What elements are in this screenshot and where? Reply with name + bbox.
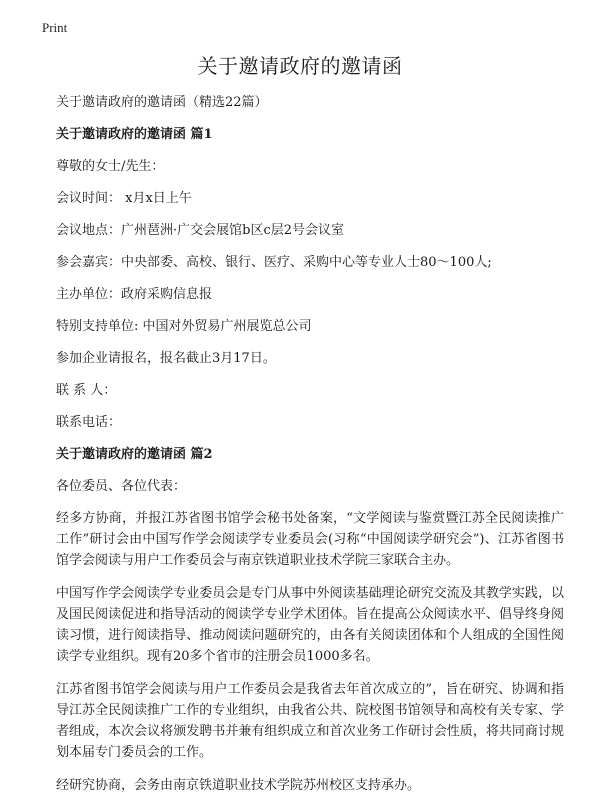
page-title: 关于邀请政府的邀请函 (197, 54, 403, 78)
host-organization: 主办单位：政府采购信息报 (56, 287, 213, 302)
contact-person: 联 系 人： (56, 383, 117, 398)
section-heading-1: 关于邀请政府的邀请函 篇1 (56, 127, 213, 142)
document-body (56, 92, 564, 808)
greeting-line: 尊敬的女士/先生： (56, 159, 165, 174)
meeting-time: 会议时间： x月x日上午 (56, 191, 192, 206)
special-supporter: 特别支持单位: 中国对外贸易广州展览总公司 (56, 319, 312, 334)
contact-phone: 联系电话： (56, 415, 122, 430)
section-heading-2: 关于邀请政府的邀请函 篇2 (56, 447, 213, 462)
paragraph: 经多方协商，并报江苏省图书馆学会秘书处备案，“文学阅读与鉴赏暨江苏全民阅读推广工作”研讨会由中国写作学会阅读学专业委员会(习称“中国阅读学研究会”)、江苏省图书馆学会阅读与用户工作委员会与南京铁道职业技术学院三家联合主办。 (56, 511, 564, 568)
document-subtitle: 关于邀请政府的邀请函（精选22篇） (56, 95, 268, 110)
paragraph: 中国写作学会阅读学专业委员会是专门从事中外阅读基础理论研究交流及其教学实践，以及国民阅读促进和指导活动的阅读学专业学术团体。旨在提高公众阅读水平、倡导终身阅读习惯，进行阅读指导、推动阅读问题研究的，由各有关阅读团体和个人组成的全国性阅读学专业组织。现有20多个省市的注册会员1000多名。 (56, 586, 564, 664)
registration-note: 参加企业请报名，报名截止3月17日。 (56, 351, 276, 366)
paragraph: 江苏省图书馆学会阅读与用户工作委员会是我省去年首次成立的”，旨在研究、协调和指导江苏全民阅读推广工作的专业组织，由我省公共、院校图书馆领导和高校有关专家、学者组成，本次会议将颁发聘书并兼有组织成立和首次业务工作研讨会性质，将共同商讨规划本届专门委员会的工作。 (56, 682, 564, 760)
greeting-line: 各位委员、各位代表： (56, 479, 187, 494)
paragraph: 经研究协商，会务由南京铁道职业技术学院苏州校区支持承办。 (56, 778, 421, 793)
print-link[interactable]: Print (42, 20, 68, 35)
meeting-guests: 参会嘉宾：中央部委、高校、银行、医疗、采购中心等专业人士80～100人; (56, 255, 492, 270)
meeting-place: 会议地点：广州琶洲·广交会展馆b区c层2号会议室 (56, 223, 345, 238)
